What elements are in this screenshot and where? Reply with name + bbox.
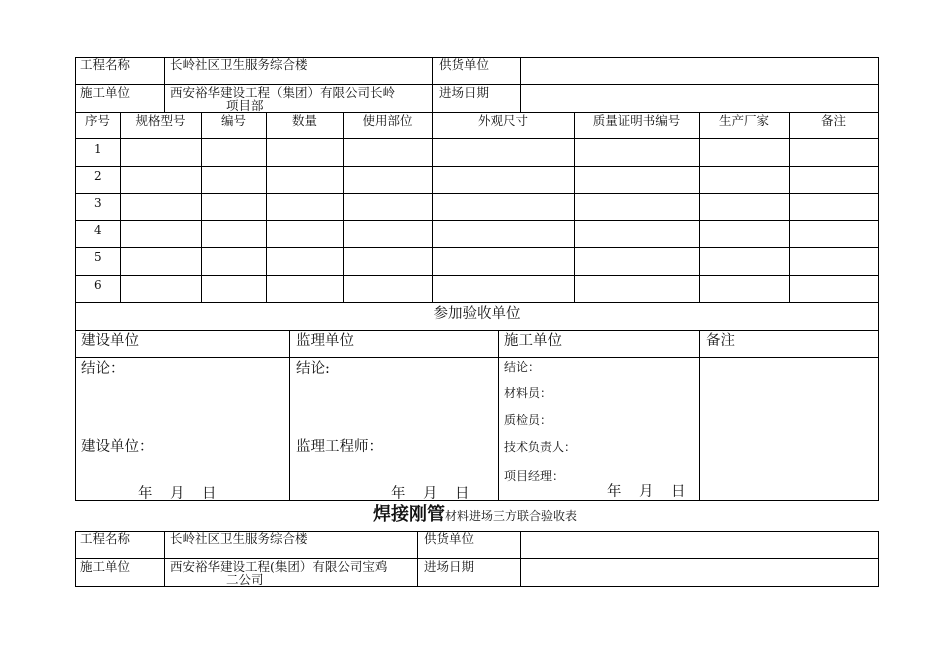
contractor-conclusion: 结论：: [504, 360, 541, 374]
column-header: 外观尺寸: [477, 113, 528, 128]
column-header: 使用部位: [362, 113, 413, 128]
entry-date-label: 进场日期: [424, 559, 475, 574]
unit-remarks: 备注: [706, 333, 735, 349]
date-day: 日: [671, 484, 686, 500]
date-day: 日: [455, 486, 470, 502]
supervisor-sign: 监理工程师：: [296, 439, 383, 455]
grid-line: [75, 138, 879, 139]
grid-line: [75, 357, 879, 358]
unit-contractor: 施工单位: [504, 333, 562, 349]
contractor-pm: 项目经理：: [504, 469, 565, 483]
grid-line: [75, 166, 879, 167]
constructor-value-line2: 项目部: [226, 98, 264, 113]
form2-title-bold: 焊接刚管: [372, 504, 445, 525]
grid-line: [266, 112, 267, 302]
unit-owner: 建设单位: [81, 333, 139, 349]
form2-title-normal: 材料进场三方联合验收表: [444, 509, 577, 523]
project-label: 工程名称: [80, 57, 131, 72]
grid-line: [520, 531, 521, 587]
grid-line: [201, 112, 202, 302]
entry-date-label: 进场日期: [439, 85, 490, 100]
grid-line: [432, 57, 433, 112]
grid-line: [75, 193, 879, 194]
date-year: 年: [607, 484, 622, 500]
contractor-material: 材料员：: [504, 386, 553, 400]
grid-line: [75, 275, 879, 276]
grid-line: [498, 330, 499, 501]
date-year: 年: [391, 486, 406, 502]
acceptance-title: 参加验收单位: [433, 306, 521, 322]
column-header: 数量: [291, 113, 317, 128]
date-month: 月: [639, 484, 654, 500]
grid-line: [75, 220, 879, 221]
grid-line: [164, 57, 165, 112]
unit-supervisor: 监理单位: [296, 333, 354, 349]
grid-line: [699, 112, 700, 302]
row-number: 3: [94, 196, 102, 210]
supervisor-conclusion: 结论:: [296, 361, 330, 377]
owner-conclusion: 结论：: [81, 361, 125, 377]
grid-line: [574, 112, 575, 302]
project-value: 长岭社区卫生服务综合楼: [170, 57, 308, 72]
column-header: 生产厂家: [718, 113, 769, 128]
column-header: 质量证明书编号: [592, 113, 681, 128]
row-number: 1: [94, 142, 102, 156]
constructor-value-line1: 西安裕华建设工程（集团）有限公司长岭: [170, 85, 396, 100]
row-number: 6: [94, 278, 102, 292]
grid-line: [878, 57, 879, 501]
row-number: 2: [94, 169, 102, 183]
contractor-qc: 质检员：: [504, 413, 553, 427]
column-header: 序号: [84, 113, 110, 128]
grid-line: [75, 302, 879, 303]
grid-line: [75, 247, 879, 248]
row-number: 5: [94, 250, 102, 264]
column-header: 备注: [820, 113, 846, 128]
column-header: 编号: [220, 113, 246, 128]
constructor-label: 施工单位: [80, 559, 131, 574]
supplier-label: 供货单位: [439, 57, 490, 72]
grid-line: [417, 531, 418, 587]
grid-line: [289, 330, 290, 501]
date-year: 年: [138, 486, 153, 502]
constructor-value-line2: 二公司: [226, 572, 264, 587]
grid-line: [520, 57, 521, 112]
grid-line: [343, 112, 344, 302]
date-month: 月: [423, 486, 438, 502]
owner-sign: 建设单位：: [81, 439, 154, 455]
date-day: 日: [202, 486, 217, 502]
project-label: 工程名称: [80, 531, 131, 546]
column-header: 规格型号: [135, 113, 186, 128]
grid-line: [789, 112, 790, 302]
form2-title: [0, 500, 950, 526]
grid-line: [164, 531, 165, 587]
grid-line: [432, 112, 433, 302]
grid-line: [75, 330, 879, 331]
grid-line: [75, 586, 879, 587]
row-number: 4: [94, 223, 102, 237]
contractor-tech: 技术负责人：: [504, 440, 577, 454]
grid-line: [699, 330, 700, 501]
constructor-value-line1: 西安裕华建设工程(集团）有限公司宝鸡: [170, 559, 388, 574]
grid-line: [878, 531, 879, 587]
grid-line: [75, 531, 76, 587]
constructor-label: 施工单位: [80, 85, 131, 100]
project-value: 长岭社区卫生服务综合楼: [170, 531, 308, 546]
supplier-label: 供货单位: [424, 531, 475, 546]
date-month: 月: [170, 486, 185, 502]
grid-line: [120, 112, 121, 302]
